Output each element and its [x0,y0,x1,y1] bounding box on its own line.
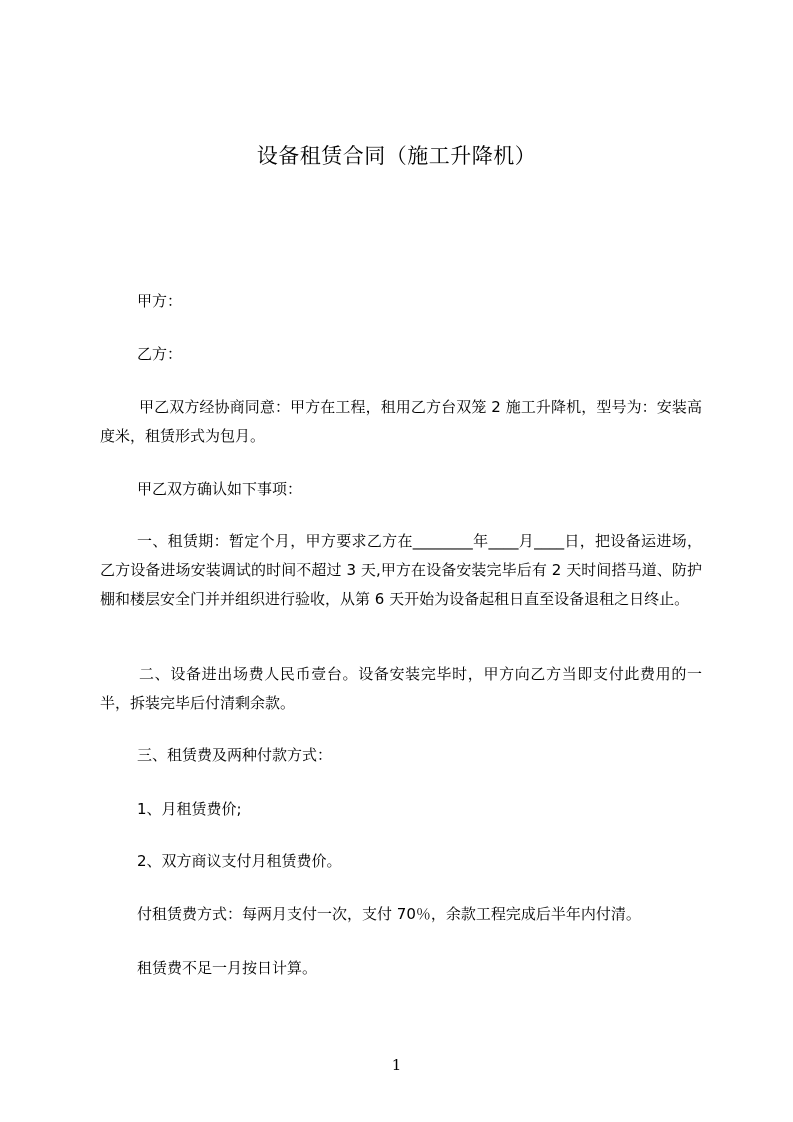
clause-three-heading: 三、租赁费及两种付款方式： [137,746,333,764]
payment-terms-paragraph: 付租赁费方式：每两月支付一次，支付 70％，余款工程完成后半年内付清。 [137,905,641,923]
partial-month-paragraph: 租赁费不足一月按日计算。 [137,959,318,977]
confirm-paragraph: 甲乙双方确认如下事项： [137,480,303,498]
payment-method-two: 2、双方商议支付月租赁费价。 [137,852,342,870]
page-number: 1 [391,1056,402,1074]
payment-method-one: 1、月租赁费价; [137,800,242,818]
party-b-line: 乙方： [137,345,183,363]
clause-one-paragraph: 一、租赁期：暂定个月，甲方要求乙方在________年____月____日，把设备运进场，乙方设备进场安装调试的时间不超过 3 天,甲方在设备安装完毕后有 2 天时间搭马道、防护棚和楼层安全门并并组织进行验收，从第 6 天开始为设备起租日直至设备退租之日终止。 [100,532,702,608]
clause-two-paragraph: 二、设备进出场费人民币壹台。设备安装完毕时，甲方向乙方当即支付此费用的一半，拆装完毕后付清剩余款。 [100,665,702,712]
agreement-paragraph: 甲乙双方经协商同意：甲方在工程，租用乙方台双笼 2 施工升降机，型号为：安装高度米，租赁形式为包月。 [100,398,702,445]
party-a-line: 甲方： [137,292,183,310]
document-title: 设备租赁合同（施工升降机） [256,144,537,168]
